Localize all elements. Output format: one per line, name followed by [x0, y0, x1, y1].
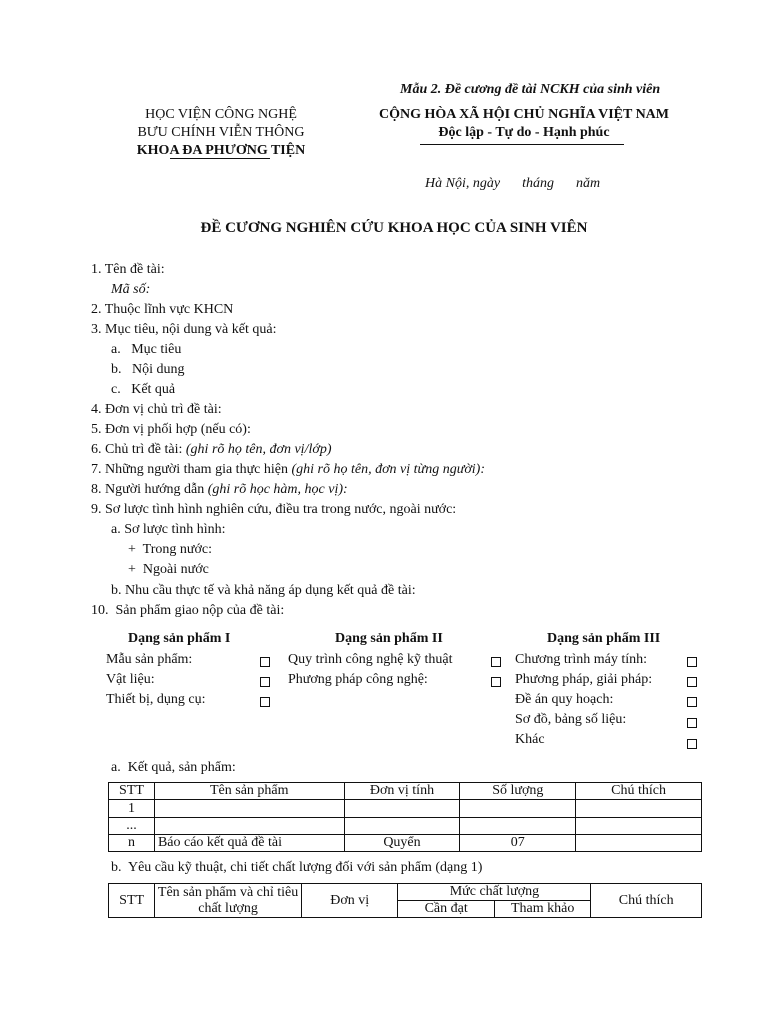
column-header: STT — [109, 884, 155, 918]
table-row — [109, 800, 702, 818]
sub-letter: b. — [111, 583, 122, 598]
checkbox[interactable] — [687, 718, 697, 728]
bullet: + — [128, 562, 136, 577]
sub-text: Kết quả — [131, 382, 176, 397]
item-3 — [91, 322, 276, 338]
sub-letter: a. — [111, 522, 121, 537]
sub-text: Nhu cầu thực tế và khả năng áp dụng kết quả đề tài: — [125, 583, 416, 598]
faculty-underline — [170, 158, 270, 159]
column-header: Chú thích — [576, 783, 702, 800]
date-month: tháng — [522, 176, 554, 191]
date-year: năm — [575, 176, 601, 191]
product-type-3-item: Đề án quy hoạch: — [515, 692, 614, 707]
item-text: Những người tham gia thực hiện — [105, 462, 292, 477]
item-text: Chủ trì đề tài: — [105, 442, 186, 457]
item-text: Đơn vị chủ trì đề tài: — [105, 402, 222, 417]
item-note: (ghi rõ họ tên, đơn vị từng người): — [291, 462, 486, 477]
product-type-1-item: Vật liệu: — [106, 672, 155, 687]
sub-text: Kết quả, sản phẩm: — [127, 760, 236, 775]
item-9a-foreign — [128, 562, 209, 578]
checkbox[interactable] — [687, 739, 697, 749]
item-text: Tên đề tài: — [104, 262, 165, 277]
item-3b — [111, 362, 185, 378]
column-header: Tên sản phẩm và chỉ tiêu chất lượng — [155, 884, 302, 918]
product-type-3-item: Phương pháp, giải pháp: — [515, 672, 653, 687]
item-9a — [111, 522, 226, 538]
item-text: Sơ lược tình hình nghiên cứu, điều tra trong nước, ngoài nước: — [105, 502, 457, 517]
table-row — [109, 835, 702, 852]
checkbox[interactable] — [687, 657, 697, 667]
table-header-row — [109, 783, 702, 800]
table-cell: Quyển — [344, 835, 460, 852]
sub-text: Ngoài nước — [142, 562, 209, 577]
column-header: Chú thích — [591, 884, 702, 918]
item-number: 8. — [91, 482, 102, 497]
item-text: Đơn vị phối hợp (nếu có): — [105, 422, 251, 437]
item-number: 7. — [91, 462, 102, 477]
sub-letter: a. — [111, 760, 121, 775]
results-table — [108, 782, 702, 852]
product-type-3-item: Sơ đồ, bảng số liệu: — [515, 712, 627, 727]
table-cell — [154, 800, 344, 818]
checkbox[interactable] — [687, 677, 697, 687]
checkbox[interactable] — [491, 657, 501, 667]
table-row — [109, 818, 702, 835]
quality-table — [108, 883, 702, 918]
item-10 — [91, 603, 284, 619]
item-9a-domestic — [128, 542, 212, 558]
item-3c — [111, 382, 175, 398]
table-cell — [344, 800, 460, 818]
institution-line2: BƯU CHÍNH VIỄN THÔNG — [137, 125, 305, 140]
sub-letter: a. — [111, 342, 121, 357]
column-header: Tên sản phẩm — [154, 783, 344, 800]
sub-text: Yêu cầu kỹ thuật, chi tiết chất lượng đối với sản phẩm (dạng 1) — [127, 860, 483, 875]
product-type-2-title: Dạng sản phẩm II — [335, 631, 443, 646]
bullet: + — [128, 542, 136, 557]
item-6 — [91, 442, 331, 458]
national-header — [356, 106, 692, 142]
sub-text: Nội dung — [132, 362, 185, 377]
checkbox[interactable] — [491, 677, 501, 687]
item-number: 1. — [91, 262, 102, 277]
item-number: 4. — [91, 402, 102, 417]
table-cell — [460, 818, 576, 835]
column-header: Đơn vị tính — [344, 783, 460, 800]
item-text: Người hướng dẫn — [105, 482, 208, 497]
item-3a — [111, 342, 181, 358]
item-2 — [91, 302, 233, 318]
column-header: Tham khảo — [494, 901, 590, 918]
checkbox[interactable] — [260, 677, 270, 687]
date-place: Hà Nội, ngày — [425, 176, 501, 191]
column-header: Cần đạt — [398, 901, 494, 918]
column-header: STT — [109, 783, 155, 800]
table-cell: 07 — [460, 835, 576, 852]
product-type-3-title: Dạng sản phẩm III — [547, 631, 661, 646]
item-1 — [91, 262, 165, 278]
item-note: (ghi rõ học hàm, học vị): — [207, 482, 348, 497]
table-cell — [344, 818, 460, 835]
checkbox[interactable] — [260, 697, 270, 707]
item-number: 9. — [91, 502, 102, 517]
table-cell: n — [109, 835, 155, 852]
table-cell — [460, 800, 576, 818]
item-number: 10. — [91, 603, 109, 618]
column-header: Mức chất lượng — [398, 884, 591, 901]
item-text: Thuộc lĩnh vực KHCN — [104, 302, 234, 317]
table-cell — [576, 835, 702, 852]
sub-text: Trong nước: — [142, 542, 212, 557]
product-type-3-item: Khác — [515, 732, 545, 747]
checkbox[interactable] — [260, 657, 270, 667]
form-label: Mẫu 2. Đề cương đề tài NCKH của sinh viên — [400, 82, 661, 97]
table-header-row — [109, 884, 702, 901]
table-cell: ... — [109, 818, 155, 835]
table-cell — [576, 818, 702, 835]
product-type-2-item: Phương pháp công nghệ: — [288, 672, 428, 687]
item-4 — [91, 402, 222, 418]
sub-letter: b. — [111, 362, 122, 377]
table-cell — [576, 800, 702, 818]
item-number: 2. — [91, 302, 102, 317]
item-number: 6. — [91, 442, 102, 457]
sub-text: Sơ lược tình hình: — [124, 522, 226, 537]
table-cell: Báo cáo kết quả đề tài — [154, 835, 344, 852]
sub-letter: c. — [111, 382, 121, 397]
item-text: Mục tiêu, nội dung và kết quả: — [105, 322, 277, 337]
item-7 — [91, 462, 485, 478]
national-title: CỘNG HÒA XÃ HỘI CHỦ NGHĨA VIỆT NAM — [378, 107, 669, 122]
item-8 — [91, 482, 348, 498]
motto-underline — [420, 144, 624, 145]
item-text: Sản phẩm giao nộp của đề tài: — [115, 603, 285, 618]
institution-header — [118, 106, 324, 160]
quality-label — [111, 860, 482, 876]
product-type-2-item: Quy trình công nghệ kỹ thuật — [288, 652, 453, 667]
item-number: 3. — [91, 322, 102, 337]
item-note: (ghi rõ họ tên, đơn vị/lớp) — [185, 442, 332, 457]
national-motto: Độc lập - Tự do - Hạnh phúc — [438, 125, 610, 140]
column-header: Đơn vị — [301, 884, 397, 918]
product-type-1-item: Mẫu sản phẩm: — [106, 652, 193, 667]
table-cell — [154, 818, 344, 835]
institution-line1: HỌC VIỆN CÔNG NGHỆ — [145, 107, 297, 122]
item-9 — [91, 502, 456, 518]
page-title: ĐỀ CƯƠNG NGHIÊN CỨU KHOA HỌC CỦA SINH VIÊN — [200, 220, 588, 236]
sub-text: Mục tiêu — [131, 342, 182, 357]
results-label — [111, 760, 236, 776]
table-cell: 1 — [109, 800, 155, 818]
product-type-1-title: Dạng sản phẩm I — [128, 631, 231, 646]
column-header: Số lượng — [460, 783, 576, 800]
item-9b — [111, 583, 416, 599]
product-type-3-item: Chương trình máy tính: — [515, 652, 648, 667]
item-number: 5. — [91, 422, 102, 437]
date-line — [425, 176, 600, 192]
product-type-1-item: Thiết bị, dụng cụ: — [106, 692, 206, 707]
checkbox[interactable] — [687, 697, 697, 707]
item-5 — [91, 422, 251, 438]
faculty-name: KHOA ĐA PHƯƠNG TIỆN — [136, 143, 306, 158]
sub-letter: b. — [111, 860, 122, 875]
item-1-code: Mã số: — [111, 282, 151, 297]
